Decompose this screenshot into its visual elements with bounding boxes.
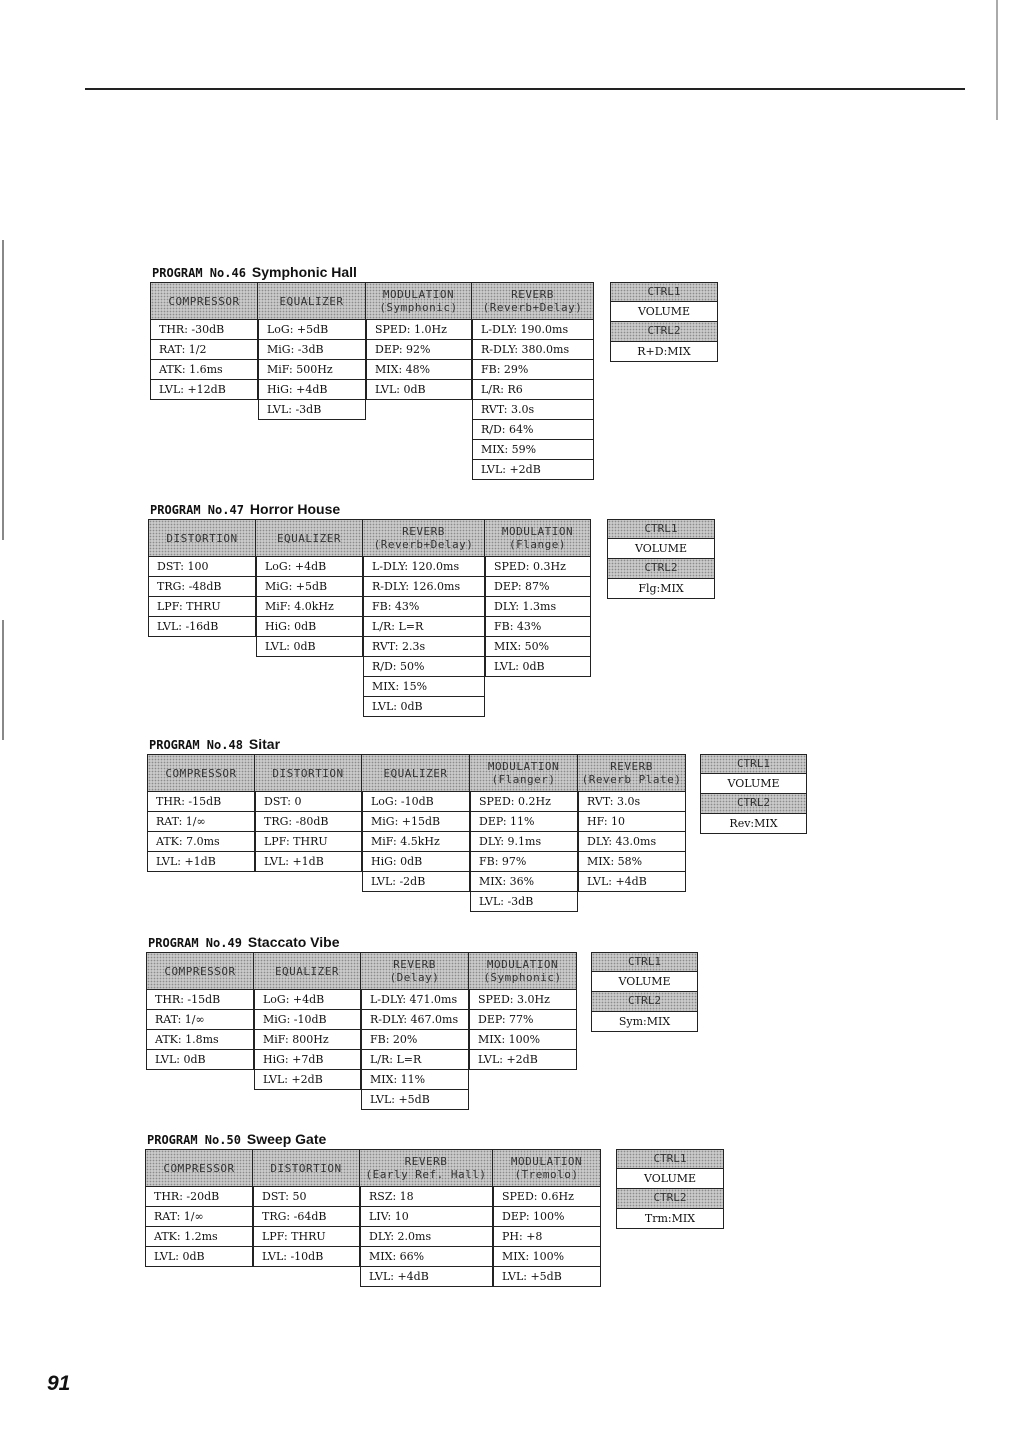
effect-header bbox=[258, 282, 366, 320]
effect-header-line: DISTORTION bbox=[270, 1161, 342, 1175]
ctrl1-value: VOLUME bbox=[591, 972, 698, 992]
param-cell: PH: +8 bbox=[493, 1227, 601, 1247]
effect-header bbox=[145, 1149, 253, 1187]
param-cell: FB: 43% bbox=[363, 597, 485, 617]
param-cell: ATK: 1.6ms bbox=[150, 360, 258, 380]
param-cell: TRG: -48dB bbox=[148, 577, 256, 597]
param-cell: HiG: +4dB bbox=[258, 380, 366, 400]
program-number: PROGRAM No.50 bbox=[147, 1133, 241, 1147]
effect-header-line: COMPRESSOR bbox=[164, 964, 236, 978]
effect-header-line: DISTORTION bbox=[272, 766, 344, 780]
right-margin-mark bbox=[996, 0, 998, 120]
param-cell: DEP: 11% bbox=[470, 812, 578, 832]
param-cell: MiG: +15dB bbox=[362, 812, 470, 832]
param-cell: LoG: +4dB bbox=[256, 557, 363, 577]
effect-header bbox=[578, 754, 686, 792]
effect-header bbox=[253, 1149, 360, 1187]
effect-header bbox=[366, 282, 472, 320]
param-cell: DST: 50 bbox=[253, 1187, 360, 1207]
effect-column-distortion bbox=[253, 1149, 360, 1267]
param-cell: RVT: 3.0s bbox=[472, 400, 594, 420]
effect-column-modulation bbox=[485, 519, 591, 677]
effect-column-equalizer bbox=[258, 282, 366, 420]
effect-column-reverb bbox=[361, 952, 469, 1110]
param-cell: ATK: 1.8ms bbox=[146, 1030, 254, 1050]
param-cell: R-DLY: 380.0ms bbox=[472, 340, 594, 360]
effect-column-reverb bbox=[578, 754, 686, 892]
effect-column-modulation bbox=[469, 952, 577, 1070]
effect-header-line: DISTORTION bbox=[166, 531, 238, 545]
program-name: Sweep Gate bbox=[246, 1131, 327, 1147]
param-cell: TRG: -80dB bbox=[255, 812, 362, 832]
program-title bbox=[148, 932, 339, 951]
param-cell: MIX: 11% bbox=[361, 1070, 469, 1090]
param-cell: SPED: 0.3Hz bbox=[485, 557, 591, 577]
param-cell: MIX: 50% bbox=[485, 637, 591, 657]
ctrl-box bbox=[700, 754, 807, 834]
param-cell: MiF: 4.5kHz bbox=[362, 832, 470, 852]
param-cell: LVL: 0dB bbox=[366, 380, 472, 400]
effect-column-distortion bbox=[255, 754, 362, 872]
param-cell: MIX: 48% bbox=[366, 360, 472, 380]
effect-column-modulation bbox=[493, 1149, 601, 1287]
param-cell: LVL: +4dB bbox=[578, 872, 686, 892]
param-cell: THR: -20dB bbox=[145, 1187, 253, 1207]
param-cell: L-DLY: 120.0ms bbox=[363, 557, 485, 577]
left-margin-mark bbox=[2, 240, 4, 540]
program-title bbox=[147, 1129, 326, 1148]
param-cell: LVL: +4dB bbox=[360, 1267, 493, 1287]
param-cell: HiG: 0dB bbox=[362, 852, 470, 872]
ctrl1-value: VOLUME bbox=[616, 1169, 724, 1189]
ctrl2-value: R+D:MIX bbox=[610, 342, 718, 362]
effect-header-line: EQUALIZER bbox=[276, 531, 342, 545]
effect-header-line: COMPRESSOR bbox=[165, 766, 237, 780]
param-cell: L/R: R6 bbox=[472, 380, 594, 400]
effect-header-line: REVERB bbox=[393, 958, 436, 971]
ctrl2-value: Trm:MIX bbox=[616, 1209, 724, 1229]
effect-header-line: (Flanger) bbox=[491, 773, 556, 786]
effect-header bbox=[146, 952, 254, 990]
ctrl-box bbox=[607, 519, 715, 599]
param-cell: DEP: 92% bbox=[366, 340, 472, 360]
param-cell: L-DLY: 190.0ms bbox=[472, 320, 594, 340]
effect-header-line: REVERB bbox=[511, 288, 554, 301]
effect-header bbox=[469, 952, 577, 990]
effect-header-line: (Delay) bbox=[389, 971, 440, 984]
param-cell: THR: -15dB bbox=[146, 990, 254, 1010]
page-number: 91 bbox=[47, 1372, 71, 1395]
effect-header bbox=[360, 1149, 493, 1187]
effect-header-line: MODULATION bbox=[501, 525, 574, 538]
param-cell: LVL: 0dB bbox=[256, 637, 363, 657]
param-cell: LVL: +1dB bbox=[147, 852, 255, 872]
top-rule bbox=[85, 88, 965, 90]
param-cell: R-DLY: 126.0ms bbox=[363, 577, 485, 597]
effect-header-line: EQUALIZER bbox=[274, 964, 340, 978]
effect-header-line: COMPRESSOR bbox=[168, 294, 240, 308]
param-cell: DLY: 9.1ms bbox=[470, 832, 578, 852]
param-cell: SPED: 0.6Hz bbox=[493, 1187, 601, 1207]
param-cell: MiG: -3dB bbox=[258, 340, 366, 360]
effect-header bbox=[363, 519, 485, 557]
effect-column-compressor bbox=[145, 1149, 253, 1267]
param-cell: RSZ: 18 bbox=[360, 1187, 493, 1207]
param-cell: L/R: L=R bbox=[363, 617, 485, 637]
param-cell: DEP: 100% bbox=[493, 1207, 601, 1227]
effect-header-line: EQUALIZER bbox=[383, 766, 448, 780]
ctrl2-value: Sym:MIX bbox=[591, 1012, 698, 1032]
effect-header-line: (Reverb+Delay) bbox=[373, 538, 474, 551]
param-cell: MiG: +5dB bbox=[256, 577, 363, 597]
effect-column-distortion bbox=[148, 519, 256, 637]
param-cell: LVL: +2dB bbox=[472, 460, 594, 480]
program-name: Symphonic Hall bbox=[251, 264, 357, 280]
effect-header bbox=[255, 754, 362, 792]
effect-header bbox=[254, 952, 361, 990]
param-cell: LVL: +2dB bbox=[469, 1050, 577, 1070]
effect-header-line: EQUALIZER bbox=[279, 294, 344, 308]
param-cell: R-DLY: 467.0ms bbox=[361, 1010, 469, 1030]
effect-header bbox=[256, 519, 363, 557]
param-cell: DLY: 2.0ms bbox=[360, 1227, 493, 1247]
param-cell: ATK: 1.2ms bbox=[145, 1227, 253, 1247]
effect-header-line: (Symphonic) bbox=[379, 301, 458, 314]
effect-header-line: (Reverb+Delay) bbox=[482, 301, 583, 314]
ctrl1-header: CTRL1 bbox=[700, 754, 807, 774]
effect-column-reverb bbox=[472, 282, 594, 480]
param-cell: MiF: 500Hz bbox=[258, 360, 366, 380]
param-cell: R/D: 50% bbox=[363, 657, 485, 677]
program-number: PROGRAM No.46 bbox=[152, 266, 246, 280]
effect-header-line: (Early Ref. Hall) bbox=[365, 1168, 487, 1181]
param-cell: LoG: -10dB bbox=[362, 792, 470, 812]
effect-column-compressor bbox=[146, 952, 254, 1070]
param-cell: LVL: +2dB bbox=[254, 1070, 361, 1090]
ctrl2-header: CTRL2 bbox=[607, 559, 715, 579]
param-cell: SPED: 3.0Hz bbox=[469, 990, 577, 1010]
param-cell: MiG: -10dB bbox=[254, 1010, 361, 1030]
param-cell: RAT: 1/∞ bbox=[147, 812, 255, 832]
program-name: Staccato Vibe bbox=[247, 934, 340, 950]
param-cell: TRG: -64dB bbox=[253, 1207, 360, 1227]
param-cell: FB: 43% bbox=[485, 617, 591, 637]
effect-header-line: (Flange) bbox=[509, 538, 566, 551]
param-cell: FB: 97% bbox=[470, 852, 578, 872]
ctrl2-header: CTRL2 bbox=[700, 794, 807, 814]
param-cell: MIX: 66% bbox=[360, 1247, 493, 1267]
effect-column-reverb bbox=[363, 519, 485, 717]
param-cell: LVL: +5dB bbox=[493, 1267, 601, 1287]
param-cell: DLY: 1.3ms bbox=[485, 597, 591, 617]
effect-header bbox=[472, 282, 594, 320]
param-cell: LVL: 0dB bbox=[363, 697, 485, 717]
param-cell: LPF: THRU bbox=[255, 832, 362, 852]
effect-column-equalizer bbox=[362, 754, 470, 892]
param-cell: MIX: 36% bbox=[470, 872, 578, 892]
param-cell: DST: 100 bbox=[148, 557, 256, 577]
effect-header-line: MODULATION bbox=[510, 1155, 583, 1168]
param-cell: MiF: 800Hz bbox=[254, 1030, 361, 1050]
param-cell: LVL: +12dB bbox=[150, 380, 258, 400]
program-name: Sitar bbox=[248, 736, 281, 752]
param-cell: LoG: +4dB bbox=[254, 990, 361, 1010]
effect-header bbox=[147, 754, 255, 792]
effect-column-compressor bbox=[150, 282, 258, 400]
param-cell: R/D: 64% bbox=[472, 420, 594, 440]
ctrl2-header: CTRL2 bbox=[610, 322, 718, 342]
param-cell: HF: 10 bbox=[578, 812, 686, 832]
param-cell: MIX: 59% bbox=[472, 440, 594, 460]
program-title bbox=[152, 262, 357, 281]
program-title bbox=[149, 734, 280, 753]
effect-column-compressor bbox=[147, 754, 255, 872]
param-cell: DLY: 43.0ms bbox=[578, 832, 686, 852]
param-cell: LVL: 0dB bbox=[146, 1050, 254, 1070]
effect-header bbox=[361, 952, 469, 990]
param-cell: L-DLY: 471.0ms bbox=[361, 990, 469, 1010]
param-cell: RAT: 1/2 bbox=[150, 340, 258, 360]
effect-column-modulation bbox=[470, 754, 578, 912]
ctrl2-value: Rev:MIX bbox=[700, 814, 807, 834]
param-cell: THR: -15dB bbox=[147, 792, 255, 812]
ctrl1-value: VOLUME bbox=[700, 774, 807, 794]
effect-header-line: COMPRESSOR bbox=[163, 1161, 235, 1175]
param-cell: MIX: 15% bbox=[363, 677, 485, 697]
ctrl2-header: CTRL2 bbox=[616, 1189, 724, 1209]
effect-header bbox=[493, 1149, 601, 1187]
ctrl2-header: CTRL2 bbox=[591, 992, 698, 1012]
param-cell: LVL: -10dB bbox=[253, 1247, 360, 1267]
effect-header-line: REVERB bbox=[404, 1155, 448, 1168]
param-cell: LVL: 0dB bbox=[145, 1247, 253, 1267]
param-cell: RVT: 3.0s bbox=[578, 792, 686, 812]
param-cell: RAT: 1/∞ bbox=[145, 1207, 253, 1227]
ctrl2-value: Flg:MIX bbox=[607, 579, 715, 599]
effect-column-reverb bbox=[360, 1149, 493, 1287]
ctrl1-header: CTRL1 bbox=[616, 1149, 724, 1169]
effect-header bbox=[470, 754, 578, 792]
ctrl1-header: CTRL1 bbox=[610, 282, 718, 302]
param-cell: LVL: -2dB bbox=[362, 872, 470, 892]
param-cell: MiF: 4.0kHz bbox=[256, 597, 363, 617]
param-cell: MIX: 100% bbox=[493, 1247, 601, 1267]
param-cell: DEP: 87% bbox=[485, 577, 591, 597]
effect-header-line: (Tremolo) bbox=[514, 1168, 579, 1181]
param-cell: LPF: THRU bbox=[253, 1227, 360, 1247]
param-cell: FB: 20% bbox=[361, 1030, 469, 1050]
effect-header bbox=[150, 282, 258, 320]
ctrl1-value: VOLUME bbox=[607, 539, 715, 559]
ctrl-box bbox=[616, 1149, 724, 1229]
param-cell: LVL: +5dB bbox=[361, 1090, 469, 1110]
param-cell: LVL: -3dB bbox=[470, 892, 578, 912]
param-cell: SPED: 1.0Hz bbox=[366, 320, 472, 340]
param-cell: RAT: 1/∞ bbox=[146, 1010, 254, 1030]
effect-header-line: MODULATION bbox=[382, 288, 455, 301]
ctrl1-value: VOLUME bbox=[610, 302, 718, 322]
effect-header-line: (Reverb Plate) bbox=[581, 773, 682, 786]
param-cell: ATK: 7.0ms bbox=[147, 832, 255, 852]
param-cell: RVT: 2.3s bbox=[363, 637, 485, 657]
program-number: PROGRAM No.48 bbox=[149, 738, 243, 752]
param-cell: LVL: +1dB bbox=[255, 852, 362, 872]
param-cell: FB: 29% bbox=[472, 360, 594, 380]
param-cell: HiG: +7dB bbox=[254, 1050, 361, 1070]
effect-header bbox=[148, 519, 256, 557]
param-cell: SPED: 0.2Hz bbox=[470, 792, 578, 812]
ctrl-box bbox=[610, 282, 718, 362]
param-cell: MIX: 58% bbox=[578, 852, 686, 872]
param-cell: LIV: 10 bbox=[360, 1207, 493, 1227]
program-number: PROGRAM No.47 bbox=[150, 503, 244, 517]
effect-column-equalizer bbox=[254, 952, 361, 1090]
param-cell: LVL: -16dB bbox=[148, 617, 256, 637]
param-cell: LoG: +5dB bbox=[258, 320, 366, 340]
ctrl1-header: CTRL1 bbox=[591, 952, 698, 972]
effect-header bbox=[362, 754, 470, 792]
param-cell: MIX: 100% bbox=[469, 1030, 577, 1050]
effect-header-line: MODULATION bbox=[486, 958, 559, 971]
ctrl1-header: CTRL1 bbox=[607, 519, 715, 539]
effect-header-line: REVERB bbox=[610, 760, 653, 773]
param-cell: LVL: 0dB bbox=[485, 657, 591, 677]
param-cell: LVL: -3dB bbox=[258, 400, 366, 420]
param-cell: THR: -30dB bbox=[150, 320, 258, 340]
program-number: PROGRAM No.49 bbox=[148, 936, 242, 950]
program-title bbox=[150, 499, 340, 518]
effect-header bbox=[485, 519, 591, 557]
effect-header-line: MODULATION bbox=[487, 760, 560, 773]
param-cell: LPF: THRU bbox=[148, 597, 256, 617]
effect-column-modulation bbox=[366, 282, 472, 400]
param-cell: HiG: 0dB bbox=[256, 617, 363, 637]
param-cell: L/R: L=R bbox=[361, 1050, 469, 1070]
ctrl-box bbox=[591, 952, 698, 1032]
left-margin-mark bbox=[2, 620, 4, 740]
param-cell: DST: 0 bbox=[255, 792, 362, 812]
param-cell: DEP: 77% bbox=[469, 1010, 577, 1030]
program-name: Horror House bbox=[249, 501, 341, 517]
effect-header-line: (Symphonic) bbox=[483, 971, 562, 984]
effect-header-line: REVERB bbox=[402, 525, 445, 538]
effect-column-equalizer bbox=[256, 519, 363, 657]
